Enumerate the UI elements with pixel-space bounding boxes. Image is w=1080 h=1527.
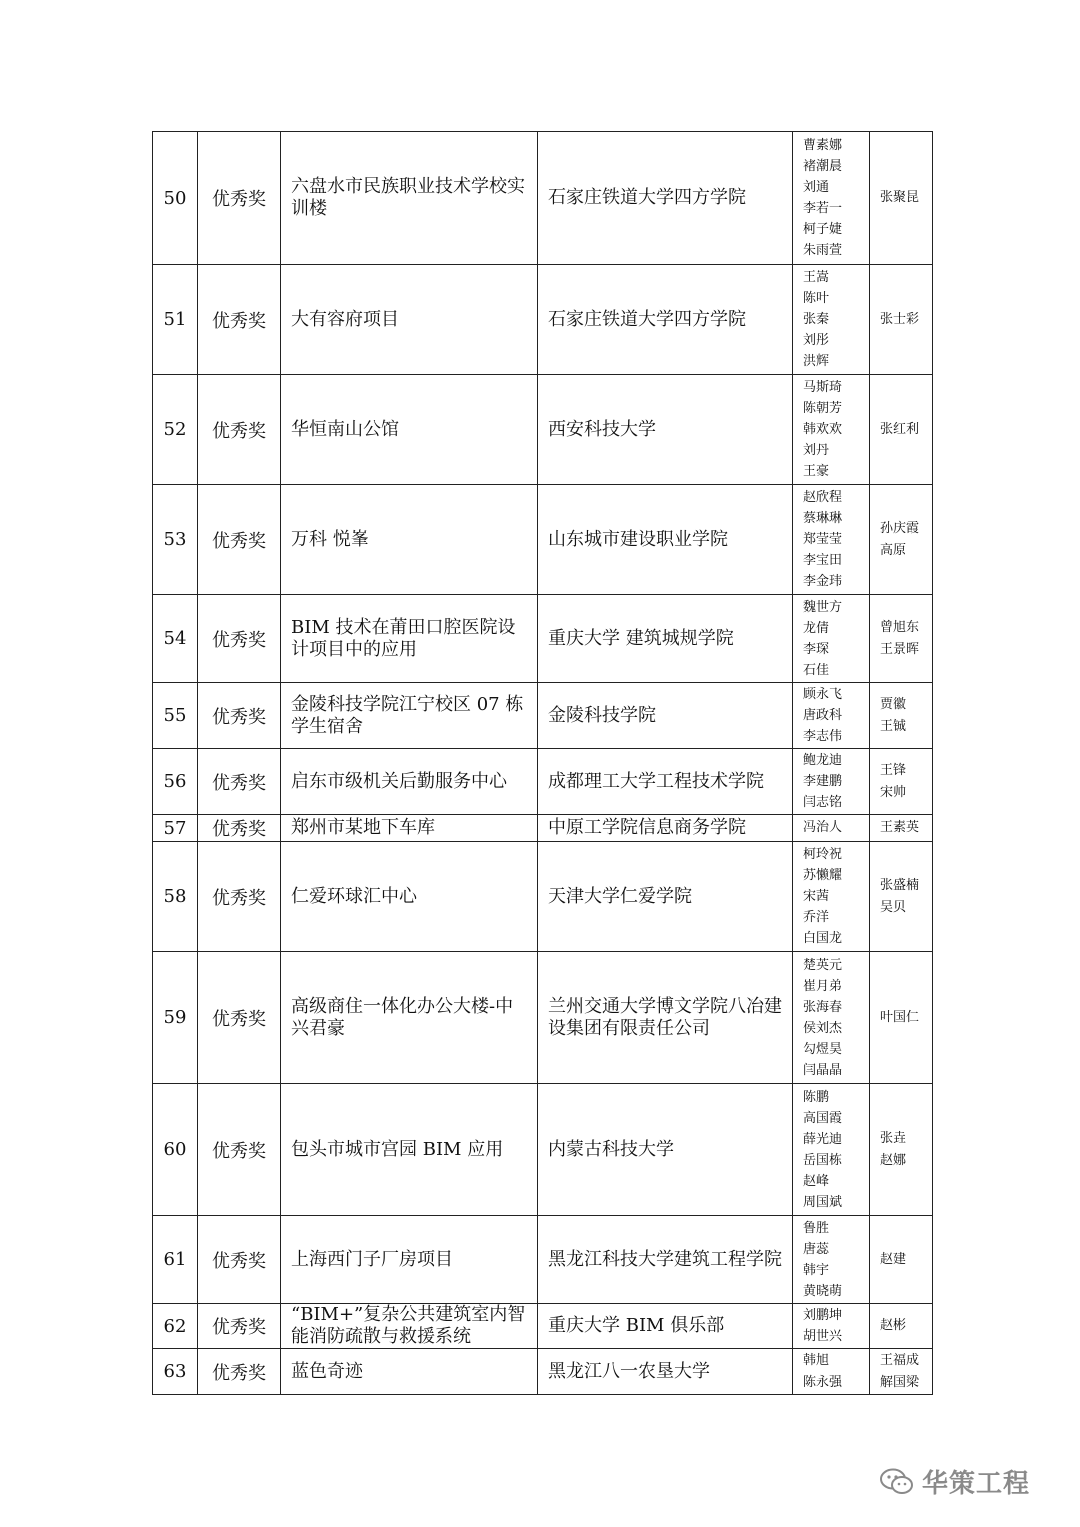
advisor-name: 王景晖 xyxy=(880,641,920,657)
row-number: 52 xyxy=(153,375,198,485)
team-members xyxy=(793,952,870,1084)
table-row xyxy=(153,1349,933,1395)
project-name: BIM 技术在莆田口腔医院设计项目中的应用 xyxy=(281,595,538,683)
row-number: 59 xyxy=(153,952,198,1084)
member-name: 韩宇 xyxy=(803,1262,830,1278)
table-row xyxy=(153,1304,933,1349)
member-name: 陈朝芳 xyxy=(803,401,843,416)
project-name: 包头市城市宫园 BIM 应用 xyxy=(281,1084,538,1216)
member-name: 苏懒耀 xyxy=(803,868,843,883)
award-level: 优秀奖 xyxy=(198,595,281,683)
member-name: 蔡琳琳 xyxy=(803,511,843,526)
row-number: 61 xyxy=(153,1216,198,1304)
advisor-list xyxy=(880,1350,932,1394)
member-name: 褚潮晨 xyxy=(803,159,843,174)
row-number: 62 xyxy=(153,1304,198,1349)
team-members xyxy=(793,375,870,485)
advisor-name: 张垚 xyxy=(880,1130,907,1146)
advisors xyxy=(870,842,933,952)
award-level: 优秀奖 xyxy=(198,842,281,952)
advisor-list xyxy=(880,760,932,804)
team-members xyxy=(793,1349,870,1395)
project-name: 万科 悦峯 xyxy=(281,485,538,595)
advisors xyxy=(870,375,933,485)
project-name: 大有容府项目 xyxy=(281,265,538,375)
table-row xyxy=(153,485,933,595)
row-number: 57 xyxy=(153,815,198,842)
team-members xyxy=(793,1084,870,1216)
member-list xyxy=(803,817,869,839)
advisor-name: 张聚昆 xyxy=(880,190,920,205)
team-members xyxy=(793,815,870,842)
member-name: 刘通 xyxy=(803,180,830,195)
member-name: 李建鹏 xyxy=(803,774,843,789)
member-list xyxy=(803,487,869,592)
table-row xyxy=(153,952,933,1084)
school-name: 重庆大学 建筑城规学院 xyxy=(538,595,793,683)
team-members xyxy=(793,683,870,749)
team-members xyxy=(793,595,870,683)
school-name: 内蒙古科技大学 xyxy=(538,1084,793,1216)
school-name: 兰州交通大学博文学院八冶建设集团有限责任公司 xyxy=(538,952,793,1084)
award-level: 优秀奖 xyxy=(198,1216,281,1304)
advisor-name: 贾徽 xyxy=(880,696,907,712)
project-name: 蓝色奇迹 xyxy=(281,1349,538,1395)
member-list xyxy=(803,1087,869,1213)
advisors xyxy=(870,749,933,815)
table-row xyxy=(153,595,933,683)
advisor-name: 叶国仁 xyxy=(880,1009,920,1025)
member-name: 侯刘杰 xyxy=(803,1020,843,1036)
team-members xyxy=(793,1216,870,1304)
advisors xyxy=(870,683,933,749)
member-name: 李若一 xyxy=(803,201,843,216)
advisor-name: 王锋 xyxy=(880,762,907,778)
member-name: 唐蕊 xyxy=(803,1241,830,1257)
member-name: 魏世方 xyxy=(803,599,843,615)
member-name: 石佳 xyxy=(803,662,830,678)
member-list xyxy=(803,267,869,372)
member-list xyxy=(803,955,869,1081)
project-name: 上海西门子厂房项目 xyxy=(281,1216,538,1304)
row-number: 60 xyxy=(153,1084,198,1216)
advisor-name: 解国梁 xyxy=(880,1374,920,1390)
team-members xyxy=(793,842,870,952)
advisor-list xyxy=(880,817,932,839)
row-number: 55 xyxy=(153,683,198,749)
award-level: 优秀奖 xyxy=(198,375,281,485)
project-name: 仁爱环球汇中心 xyxy=(281,842,538,952)
member-list xyxy=(803,135,869,261)
advisors xyxy=(870,485,933,595)
member-name: 周国斌 xyxy=(803,1194,843,1210)
team-members xyxy=(793,749,870,815)
member-name: 宋茜 xyxy=(803,889,830,904)
table-row xyxy=(153,842,933,952)
member-name: 柯子婕 xyxy=(803,222,843,237)
member-name: 李宝田 xyxy=(803,553,843,568)
table-row xyxy=(153,375,933,485)
member-name: 赵峰 xyxy=(803,1173,830,1189)
school-name: 西安科技大学 xyxy=(538,375,793,485)
advisor-name: 曾旭东 xyxy=(880,619,920,635)
row-number: 54 xyxy=(153,595,198,683)
awards-table-body xyxy=(153,132,933,1395)
table-row xyxy=(153,1216,933,1304)
member-name: 顾永飞 xyxy=(803,687,843,702)
project-name: 郑州市某地下车库 xyxy=(281,815,538,842)
advisor-name: 张士彩 xyxy=(880,311,920,327)
member-list xyxy=(803,597,869,681)
member-name: 唐政科 xyxy=(803,708,843,723)
row-number: 58 xyxy=(153,842,198,952)
advisor-list xyxy=(880,419,932,441)
member-name: 闫志铭 xyxy=(803,795,843,810)
advisor-list xyxy=(880,1007,932,1029)
award-level: 优秀奖 xyxy=(198,265,281,375)
member-name: 薛光迪 xyxy=(803,1131,843,1147)
awards-table xyxy=(152,131,933,1395)
school-name: 黑龙江科技大学建筑工程学院 xyxy=(538,1216,793,1304)
table-row xyxy=(153,1084,933,1216)
watermark xyxy=(880,1463,1030,1500)
member-name: 朱雨萱 xyxy=(803,243,843,258)
member-name: 郑莹莹 xyxy=(803,532,843,547)
project-name: 六盘水市民族职业技术学校实训楼 xyxy=(281,132,538,265)
member-name: 胡世兴 xyxy=(803,1329,843,1344)
member-list xyxy=(803,750,869,813)
advisor-list xyxy=(880,518,932,562)
member-name: 曹素娜 xyxy=(803,138,843,153)
member-name: 闫晶晶 xyxy=(803,1062,843,1078)
member-name: 赵欣程 xyxy=(803,490,843,505)
watermark-text: 华策工程 xyxy=(922,1469,1031,1499)
team-members xyxy=(793,485,870,595)
advisor-list xyxy=(880,694,932,738)
member-name: 李志伟 xyxy=(803,729,843,744)
wechat-icon xyxy=(880,1468,914,1496)
advisors xyxy=(870,132,933,265)
row-number: 50 xyxy=(153,132,198,265)
school-name: 金陵科技学院 xyxy=(538,683,793,749)
advisors xyxy=(870,1084,933,1216)
advisor-name: 高原 xyxy=(880,542,907,558)
member-list xyxy=(803,1305,869,1347)
member-name: 王嵩 xyxy=(803,270,830,285)
advisor-name: 孙庆霞 xyxy=(880,520,920,536)
member-name: 岳国栋 xyxy=(803,1152,843,1168)
advisors xyxy=(870,815,933,842)
award-level: 优秀奖 xyxy=(198,1084,281,1216)
team-members xyxy=(793,265,870,375)
member-name: 鲁胜 xyxy=(803,1220,830,1236)
member-name: 陈永强 xyxy=(803,1374,843,1390)
member-name: 刘彤 xyxy=(803,333,830,348)
member-name: 冯治人 xyxy=(803,820,843,835)
advisor-list xyxy=(880,309,932,331)
award-level: 优秀奖 xyxy=(198,132,281,265)
member-list xyxy=(803,844,869,949)
member-name: 陈鹏 xyxy=(803,1089,830,1105)
advisor-name: 赵娜 xyxy=(880,1152,907,1168)
member-name: 勾煜昊 xyxy=(803,1041,843,1057)
award-level: 优秀奖 xyxy=(198,1304,281,1349)
member-name: 高国霞 xyxy=(803,1110,843,1126)
team-members xyxy=(793,1304,870,1349)
advisor-list xyxy=(880,617,932,661)
advisor-list xyxy=(880,1315,932,1337)
row-number: 53 xyxy=(153,485,198,595)
member-name: 龙倩 xyxy=(803,620,830,636)
project-name: 高级商住一体化办公大楼-中兴君豪 xyxy=(281,952,538,1084)
row-number: 51 xyxy=(153,265,198,375)
award-level: 优秀奖 xyxy=(198,749,281,815)
member-name: 李琛 xyxy=(803,641,830,657)
school-name: 石家庄铁道大学四方学院 xyxy=(538,132,793,265)
advisor-list xyxy=(880,1249,932,1271)
advisor-name: 张盛楠 xyxy=(880,877,920,893)
advisor-list xyxy=(880,187,932,209)
advisor-list xyxy=(880,875,932,919)
member-list xyxy=(803,684,869,747)
award-level: 优秀奖 xyxy=(198,485,281,595)
member-name: 马斯琦 xyxy=(803,380,843,395)
member-list xyxy=(803,1350,869,1394)
table-row xyxy=(153,132,933,265)
advisor-name: 王素英 xyxy=(880,820,920,835)
award-level: 优秀奖 xyxy=(198,815,281,842)
member-list xyxy=(803,377,869,482)
member-name: 洪辉 xyxy=(803,354,830,369)
member-list xyxy=(803,1218,869,1302)
advisors xyxy=(870,1216,933,1304)
award-level: 优秀奖 xyxy=(198,1349,281,1395)
advisors xyxy=(870,595,933,683)
project-name: 启东市级机关后勤服务中心 xyxy=(281,749,538,815)
advisors xyxy=(870,952,933,1084)
advisor-name: 吴贝 xyxy=(880,899,907,915)
member-name: 韩旭 xyxy=(803,1352,830,1368)
member-name: 白国龙 xyxy=(803,931,843,946)
project-name: “BIM+”复杂公共建筑室内智能消防疏散与救援系统 xyxy=(281,1304,538,1349)
advisors xyxy=(870,265,933,375)
member-name: 李金玮 xyxy=(803,574,843,589)
member-name: 王豪 xyxy=(803,464,830,479)
table-row xyxy=(153,815,933,842)
table-row xyxy=(153,683,933,749)
school-name: 天津大学仁爱学院 xyxy=(538,842,793,952)
advisor-name: 赵彬 xyxy=(880,1318,907,1333)
award-level: 优秀奖 xyxy=(198,952,281,1084)
advisor-name: 王铖 xyxy=(880,718,907,734)
advisor-name: 赵建 xyxy=(880,1251,907,1267)
member-name: 张秦 xyxy=(803,312,830,327)
table-row xyxy=(153,749,933,815)
member-name: 黄晓萌 xyxy=(803,1283,843,1299)
school-name: 山东城市建设职业学院 xyxy=(538,485,793,595)
member-name: 楚英元 xyxy=(803,957,843,973)
member-name: 刘丹 xyxy=(803,443,830,458)
award-level: 优秀奖 xyxy=(198,683,281,749)
school-name: 成都理工大学工程技术学院 xyxy=(538,749,793,815)
advisor-list xyxy=(880,1128,932,1172)
advisor-name: 王福成 xyxy=(880,1352,920,1368)
school-name: 中原工学院信息商务学院 xyxy=(538,815,793,842)
advisors xyxy=(870,1349,933,1395)
member-name: 崔月弟 xyxy=(803,978,843,994)
member-name: 韩欢欢 xyxy=(803,422,843,437)
table-row xyxy=(153,265,933,375)
school-name: 石家庄铁道大学四方学院 xyxy=(538,265,793,375)
project-name: 华恒南山公馆 xyxy=(281,375,538,485)
member-name: 柯玲祝 xyxy=(803,847,843,862)
advisor-name: 宋帅 xyxy=(880,784,907,800)
school-name: 重庆大学 BIM 俱乐部 xyxy=(538,1304,793,1349)
row-number: 56 xyxy=(153,749,198,815)
team-members xyxy=(793,132,870,265)
advisor-name: 张红利 xyxy=(880,421,920,437)
school-name: 黑龙江八一农垦大学 xyxy=(538,1349,793,1395)
member-name: 刘鹏坤 xyxy=(803,1308,843,1323)
advisors xyxy=(870,1304,933,1349)
member-name: 陈叶 xyxy=(803,291,830,306)
member-name: 鲍龙迪 xyxy=(803,753,843,768)
project-name: 金陵科技学院江宁校区 07 栋学生宿舍 xyxy=(281,683,538,749)
member-name: 乔洋 xyxy=(803,910,830,925)
row-number: 63 xyxy=(153,1349,198,1395)
member-name: 张海春 xyxy=(803,999,843,1015)
